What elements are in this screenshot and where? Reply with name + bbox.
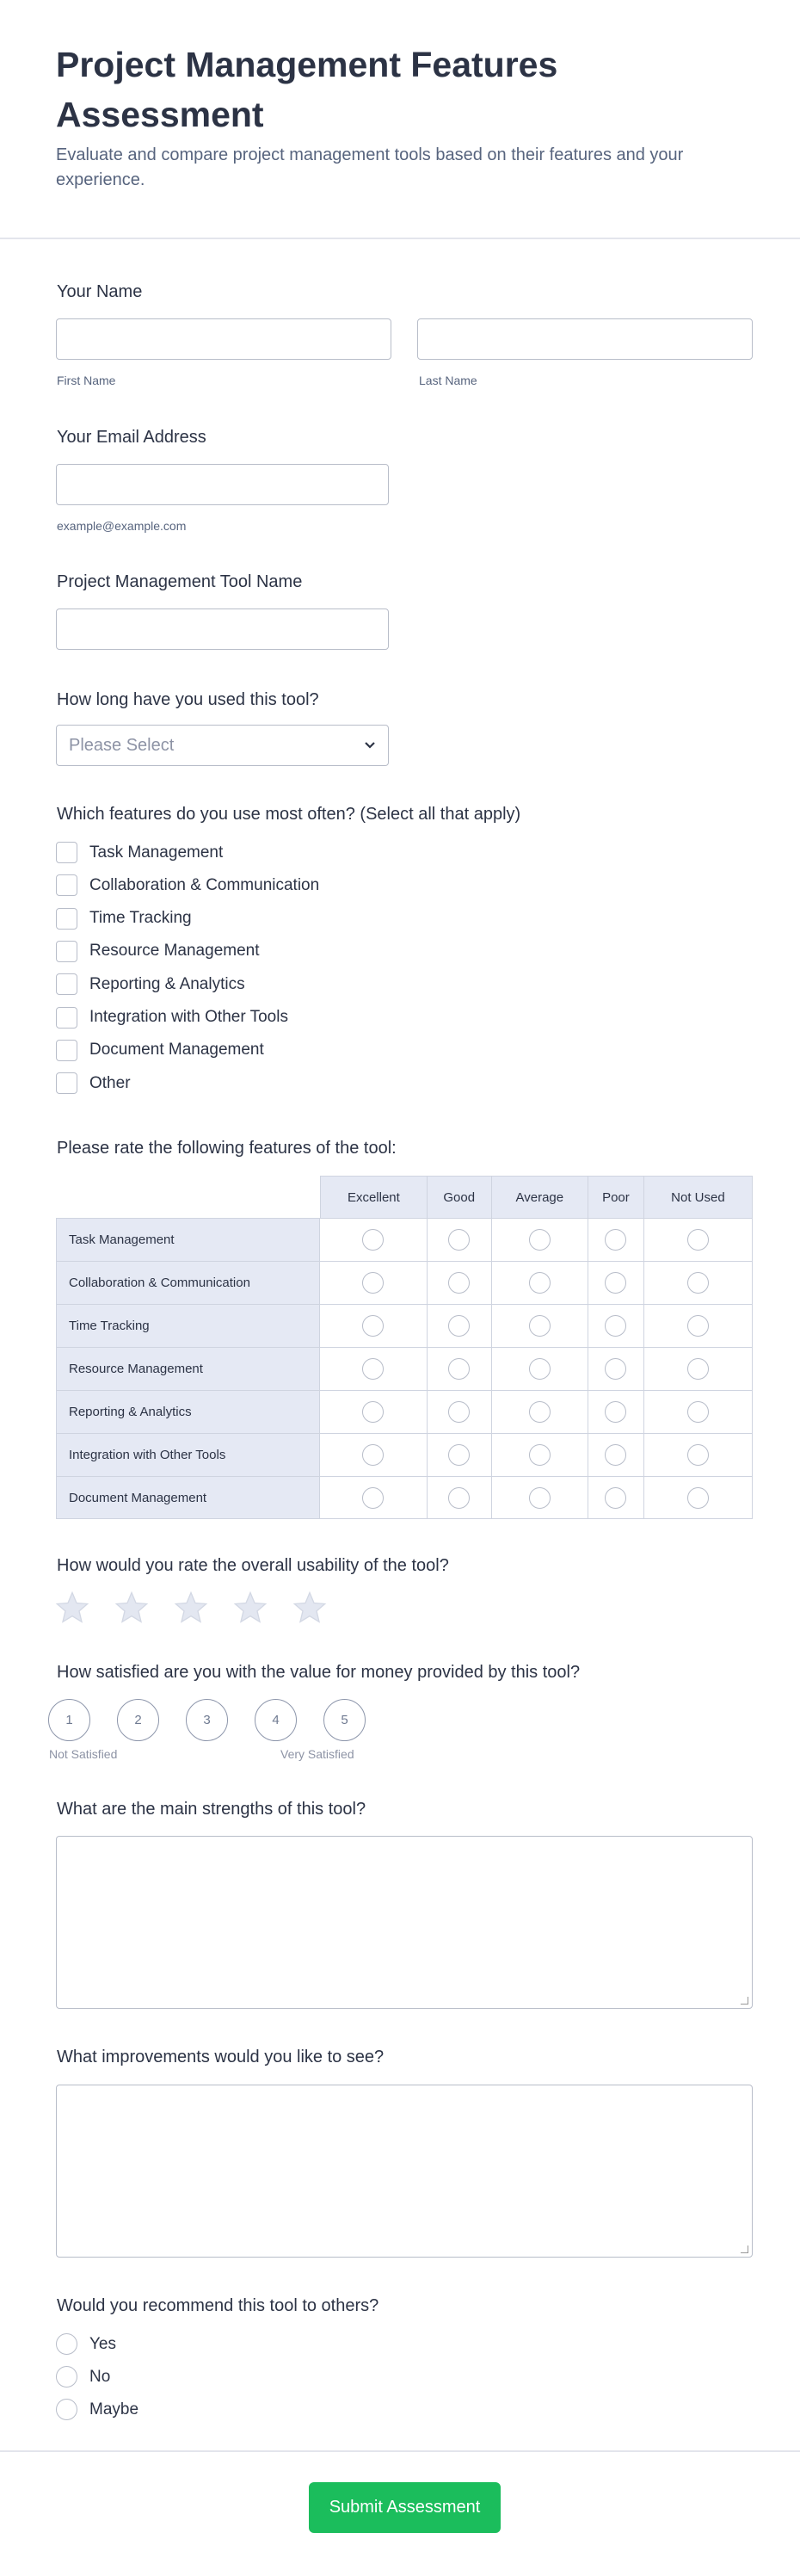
- matrix-cell: [320, 1476, 428, 1519]
- name-label: Your Name: [57, 282, 143, 301]
- checkbox-label: Reporting & Analytics: [89, 974, 245, 993]
- matrix-row-label: Time Tracking: [56, 1304, 320, 1347]
- matrix-radio[interactable]: [605, 1229, 626, 1251]
- matrix-radio[interactable]: [605, 1272, 626, 1294]
- matrix-radio[interactable]: [448, 1229, 470, 1251]
- checkbox[interactable]: [56, 842, 77, 863]
- duration-placeholder: Please Select: [69, 735, 175, 755]
- feature-checkbox-item[interactable]: [56, 1007, 288, 1029]
- matrix-radio[interactable]: [448, 1444, 470, 1466]
- matrix-cell: [644, 1347, 753, 1390]
- email-input[interactable]: [56, 464, 389, 505]
- recommend-radio-item[interactable]: [56, 2333, 116, 2355]
- matrix-radio[interactable]: [362, 1401, 384, 1423]
- scale-high-label: Very Satisfied: [280, 1747, 354, 1761]
- star-icon[interactable]: [174, 1591, 208, 1625]
- matrix-cell: [644, 1476, 753, 1519]
- matrix-radio[interactable]: [362, 1272, 384, 1294]
- matrix-cell: [588, 1261, 644, 1304]
- checkbox[interactable]: [56, 1040, 77, 1061]
- matrix-cell: [428, 1433, 492, 1476]
- matrix-column-header: Average: [492, 1176, 588, 1218]
- star-icon[interactable]: [292, 1591, 327, 1625]
- checkbox-label: Other: [89, 1073, 131, 1092]
- matrix-cell: [320, 1218, 428, 1261]
- matrix-cell: [320, 1304, 428, 1347]
- first-name-sublabel: First Name: [57, 374, 116, 387]
- footer-divider: [0, 2450, 800, 2452]
- matrix-cell: [428, 1261, 492, 1304]
- matrix-cell: [492, 1261, 588, 1304]
- rating-matrix: [56, 1176, 753, 1519]
- matrix-cell: [492, 1390, 588, 1433]
- matrix-cell: [428, 1218, 492, 1261]
- matrix-radio[interactable]: [448, 1487, 470, 1509]
- matrix-cell: [588, 1304, 644, 1347]
- checkbox-label: Resource Management: [89, 942, 260, 961]
- scale-option[interactable]: 2: [117, 1699, 159, 1741]
- tool-name-label: Project Management Tool Name: [57, 572, 303, 591]
- matrix-radio[interactable]: [529, 1487, 551, 1509]
- value-label: How satisfied are you with the value for money provided by this tool?: [57, 1663, 581, 1682]
- star-icon[interactable]: [55, 1591, 89, 1625]
- matrix-cell: [588, 1433, 644, 1476]
- feature-checkbox-item[interactable]: [56, 908, 192, 930]
- matrix-cell: [428, 1347, 492, 1390]
- matrix-row-label: Integration with Other Tools: [56, 1433, 320, 1476]
- matrix-radio[interactable]: [529, 1401, 551, 1423]
- matrix-row: [56, 1347, 753, 1390]
- matrix-cell: [588, 1390, 644, 1433]
- strengths-textarea[interactable]: [56, 1836, 753, 2009]
- matrix-row: [56, 1390, 753, 1433]
- feature-checkbox-item[interactable]: [56, 1072, 131, 1094]
- matrix-radio[interactable]: [529, 1229, 551, 1251]
- matrix-radio[interactable]: [605, 1358, 626, 1380]
- matrix-cell: [644, 1390, 753, 1433]
- matrix-cell: [644, 1433, 753, 1476]
- scale-option[interactable]: 3: [186, 1699, 228, 1741]
- matrix-radio[interactable]: [529, 1315, 551, 1337]
- duration-label: How long have you used this tool?: [57, 690, 319, 709]
- matrix-cell: [588, 1476, 644, 1519]
- last-name-input[interactable]: [417, 318, 753, 360]
- feature-checkbox-item[interactable]: [56, 1040, 264, 1061]
- matrix-radio[interactable]: [687, 1401, 709, 1423]
- matrix-radio[interactable]: [362, 1444, 384, 1466]
- star-rating: [55, 1591, 327, 1625]
- checkbox-label: Task Management: [89, 843, 224, 862]
- checkbox[interactable]: [56, 874, 77, 896]
- matrix-cell: [492, 1476, 588, 1519]
- page-title: Project Management Features Assessment: [56, 45, 558, 134]
- matrix-radio[interactable]: [687, 1272, 709, 1294]
- matrix-cell: [644, 1218, 753, 1261]
- matrix-cell: [428, 1476, 492, 1519]
- last-name-sublabel: Last Name: [419, 374, 477, 387]
- matrix-row-label: Collaboration & Communication: [56, 1261, 320, 1304]
- checkbox-label: Collaboration & Communication: [89, 875, 320, 894]
- star-icon[interactable]: [233, 1591, 268, 1625]
- checkbox[interactable]: [56, 1072, 77, 1094]
- tool-name-input[interactable]: [56, 608, 389, 650]
- matrix-radio[interactable]: [687, 1229, 709, 1251]
- matrix-row-label: Document Management: [56, 1476, 320, 1519]
- matrix-radio[interactable]: [605, 1401, 626, 1423]
- matrix-cell: [428, 1390, 492, 1433]
- matrix-cell: [588, 1218, 644, 1261]
- matrix-cell: [428, 1304, 492, 1347]
- matrix-radio[interactable]: [448, 1315, 470, 1337]
- improvements-label: What improvements would you like to see?: [57, 2048, 385, 2066]
- page-subtitle: Evaluate and compare project management tools based on their features and your experience.: [56, 145, 684, 189]
- email-hint: example@example.com: [57, 519, 187, 533]
- matrix-radio[interactable]: [605, 1444, 626, 1466]
- checkbox[interactable]: [56, 1007, 77, 1029]
- matrix-radio[interactable]: [448, 1401, 470, 1423]
- radio-label: No: [89, 2367, 111, 2386]
- matrix-cell: [588, 1347, 644, 1390]
- matrix-cell: [492, 1304, 588, 1347]
- scale-option[interactable]: 4: [255, 1699, 297, 1741]
- checkbox-label: Integration with Other Tools: [89, 1008, 288, 1026]
- feature-checkbox-item[interactable]: [56, 874, 319, 896]
- matrix-radio[interactable]: [529, 1272, 551, 1294]
- checkbox[interactable]: [56, 941, 77, 962]
- matrix-cell: [492, 1347, 588, 1390]
- matrix-radio[interactable]: [362, 1358, 384, 1380]
- first-name-input[interactable]: [56, 318, 391, 360]
- matrix-row: [56, 1218, 753, 1261]
- matrix-corner: [56, 1176, 320, 1218]
- matrix-row: [56, 1261, 753, 1304]
- matrix-cell: [320, 1261, 428, 1304]
- feature-checkbox-item[interactable]: [56, 973, 245, 995]
- radio[interactable]: [56, 2333, 77, 2355]
- radio-label: Yes: [89, 2334, 116, 2353]
- radio[interactable]: [56, 2366, 77, 2388]
- matrix-row-label: Task Management: [56, 1218, 320, 1261]
- scale-low-label: Not Satisfied: [49, 1747, 118, 1761]
- features-label: Which features do you use most often? (Select all that apply): [57, 805, 521, 824]
- matrix-column-header: Poor: [588, 1176, 644, 1218]
- checkbox-label: Document Management: [89, 1041, 264, 1059]
- matrix-radio[interactable]: [687, 1315, 709, 1337]
- strengths-label: What are the main strengths of this tool?: [57, 1800, 366, 1819]
- matrix-radio[interactable]: [687, 1487, 709, 1509]
- checkbox-label: Time Tracking: [89, 909, 192, 928]
- recommend-radio-item[interactable]: [56, 2366, 110, 2388]
- radio[interactable]: [56, 2399, 77, 2420]
- matrix-radio[interactable]: [362, 1229, 384, 1251]
- divider: [0, 238, 800, 239]
- matrix-column-header: Excellent: [320, 1176, 428, 1218]
- matrix-radio[interactable]: [687, 1444, 709, 1466]
- improvements-textarea[interactable]: [56, 2085, 753, 2258]
- star-icon[interactable]: [114, 1591, 149, 1625]
- matrix-radio[interactable]: [605, 1487, 626, 1509]
- chevron-down-icon: [364, 741, 376, 750]
- matrix-radio[interactable]: [687, 1358, 709, 1380]
- scale-option[interactable]: 5: [323, 1699, 366, 1741]
- radio-label: Maybe: [89, 2400, 139, 2418]
- scale-option[interactable]: 1: [48, 1699, 90, 1741]
- email-label: Your Email Address: [57, 428, 206, 447]
- matrix-cell: [644, 1304, 753, 1347]
- recommend-radio-item[interactable]: [56, 2399, 138, 2420]
- matrix-radio[interactable]: [448, 1358, 470, 1380]
- feature-checkbox-item[interactable]: [56, 941, 260, 962]
- matrix-cell: [492, 1433, 588, 1476]
- matrix-column-header: Not Used: [644, 1176, 753, 1218]
- checkbox[interactable]: [56, 908, 77, 930]
- matrix-radio[interactable]: [529, 1444, 551, 1466]
- checkbox[interactable]: [56, 973, 77, 995]
- matrix-cell: [320, 1433, 428, 1476]
- usability-label: How would you rate the overall usability of the tool?: [57, 1556, 449, 1575]
- matrix-row-label: Resource Management: [56, 1347, 320, 1390]
- matrix-row-label: Reporting & Analytics: [56, 1390, 320, 1433]
- matrix-radio[interactable]: [362, 1315, 384, 1337]
- matrix-radio[interactable]: [448, 1272, 470, 1294]
- matrix-radio[interactable]: [529, 1358, 551, 1380]
- matrix-row: [56, 1476, 753, 1519]
- matrix-label: Please rate the following features of the tool:: [57, 1139, 397, 1158]
- feature-checkbox-item[interactable]: [56, 842, 223, 863]
- matrix-row: [56, 1304, 753, 1347]
- matrix-row: [56, 1433, 753, 1476]
- matrix-cell: [320, 1347, 428, 1390]
- matrix-cell: [492, 1218, 588, 1261]
- matrix-column-header: Good: [428, 1176, 492, 1218]
- matrix-cell: [644, 1261, 753, 1304]
- matrix-cell: [320, 1390, 428, 1433]
- duration-select[interactable]: [56, 725, 389, 766]
- matrix-radio[interactable]: [362, 1487, 384, 1509]
- matrix-radio[interactable]: [605, 1315, 626, 1337]
- recommend-label: Would you recommend this tool to others?: [57, 2296, 379, 2315]
- submit-button[interactable]: Submit Assessment: [309, 2482, 501, 2533]
- value-scale: [48, 1699, 366, 1741]
